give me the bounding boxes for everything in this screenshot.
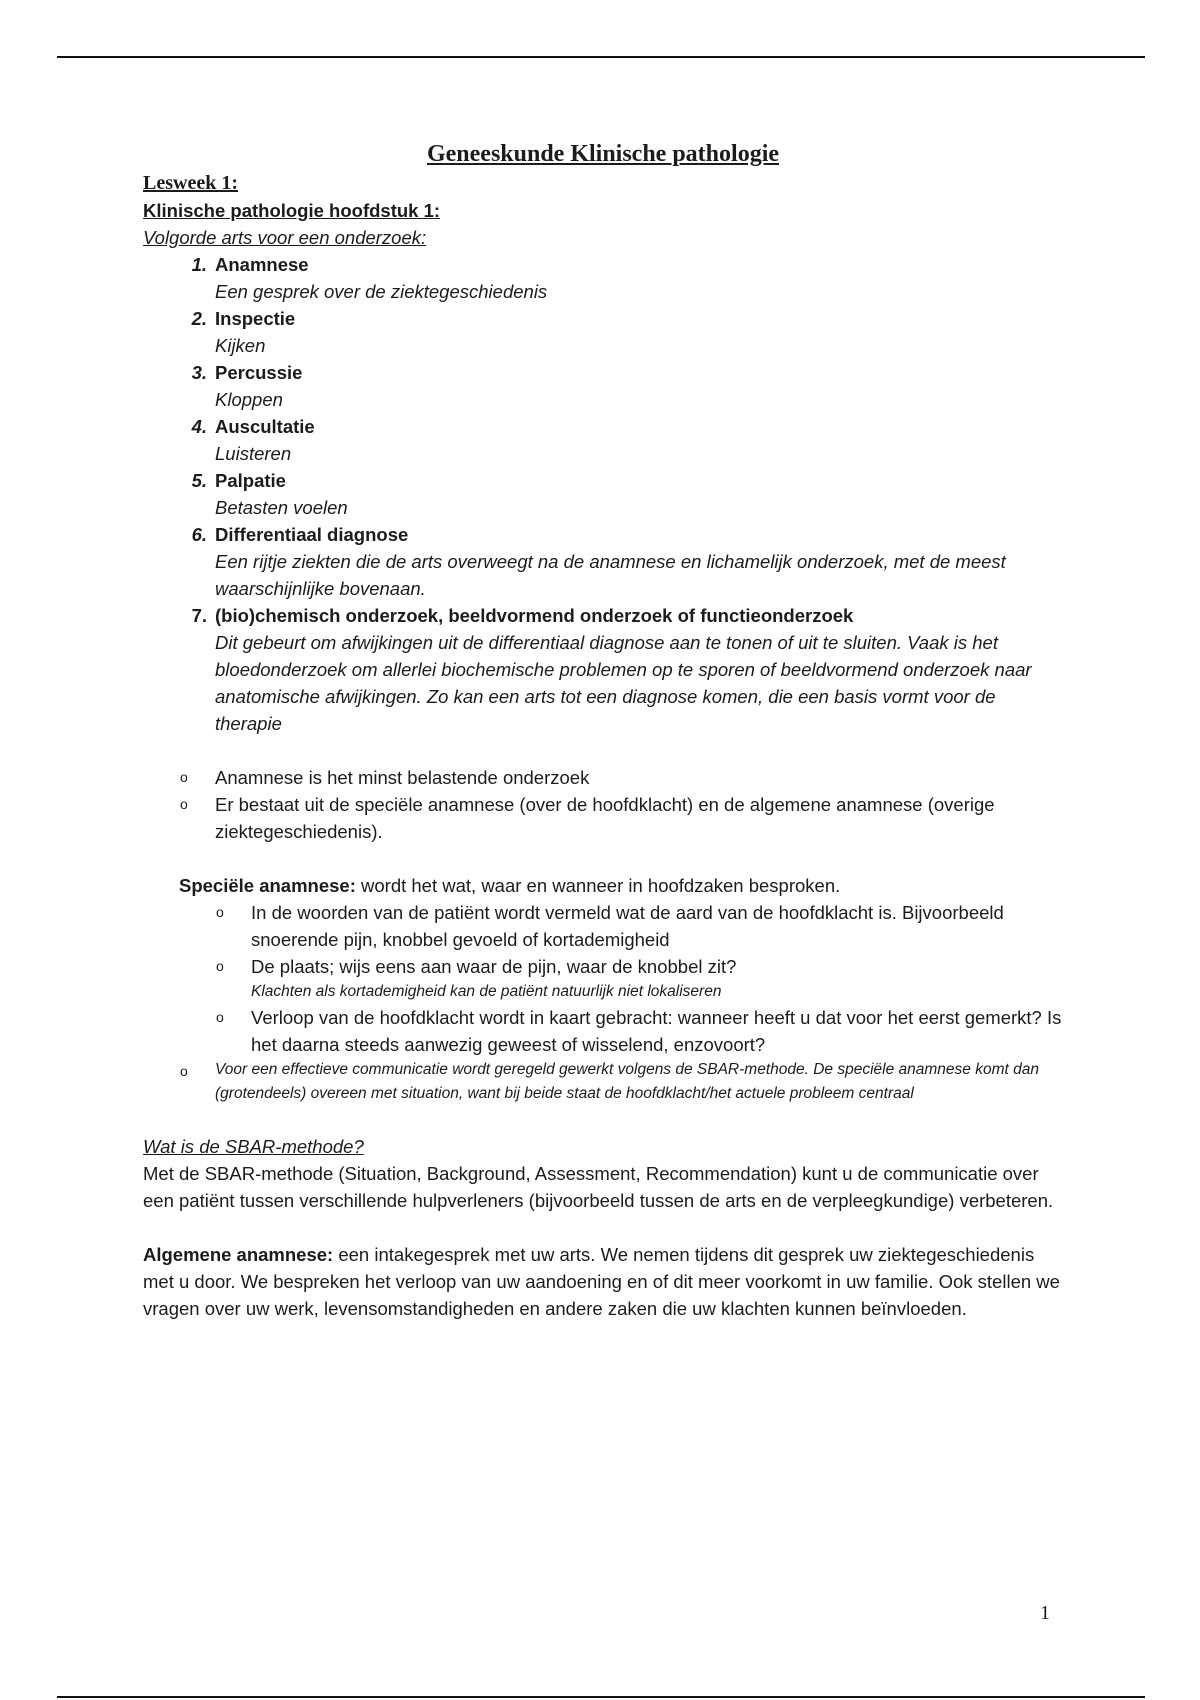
list-item [143,899,1063,953]
footer-rule [57,1696,1145,1698]
step-description: Een rijtje ziekten die de arts overweegt na de anamnese en lichamelijk onderzoek, met de meest waarschijnlijke bovenaan. [215,551,1006,599]
bullet-marker: o [180,1063,188,1079]
list-item [143,413,1063,467]
step-title: Anamnese [215,254,309,275]
algemene-anamnese-paragraph [143,1241,1063,1322]
list-number: 1. [191,254,207,275]
list-item [143,791,1063,845]
bullet-marker: o [216,1009,224,1025]
chapter-heading: Klinische pathologie hoofdstuk 1: [143,200,441,221]
bullet-text: Er bestaat uit de speciële anamnese (over de hoofdklacht) en de algemene anamnese (overige ziektegeschiedenis). [215,794,995,842]
algemene-text: een intakegesprek met uw arts. We nemen tijdens dit gesprek uw ziektegeschiedenis met u door. We bespreken het verloop van uw aandoening en of dit meer voorkomt in uw familie. Ook stellen we vragen over uw werk, levensomstandigheden en andere zaken die uw klachten kunnen beïnvloeden. [143,1244,1060,1319]
bullet-text: De plaats; wijs eens aan waar de pijn, waar de knobbel zit? [251,956,737,977]
list-item [143,359,1063,413]
list-number: 2. [191,308,207,329]
list-item [143,764,1063,791]
step-description: Een gesprek over de ziektegeschiedenis [215,281,548,302]
bullet-marker: o [216,958,224,974]
step-description: Betasten voelen [215,497,348,518]
bullet-marker: o [180,769,188,785]
bullet-marker: o [180,796,188,812]
list-item [143,467,1063,521]
bullet-text: Anamnese is het minst belastende onderzoek [215,767,590,788]
list-item [143,305,1063,359]
list-item [143,602,1063,737]
step-title: Auscultatie [215,416,315,437]
list-item [143,521,1063,602]
step-description: Kijken [215,335,266,356]
list-number: 6. [191,524,207,545]
step-title: Palpatie [215,470,286,491]
step-description: Luisteren [215,443,292,464]
step-description: Kloppen [215,389,283,410]
order-heading: Volgorde arts voor een onderzoek: [143,227,427,248]
week-heading: Lesweek 1: [143,172,238,194]
speciele-label: Speciële anamnese: [179,875,356,896]
list-number: 4. [191,416,207,437]
bullet-marker: o [216,904,224,920]
list-number: 3. [191,362,207,383]
step-title: Differentiaal diagnose [215,524,409,545]
sbar-paragraph: Met de SBAR-methode (Situation, Background, Assessment, Recommendation) kunt u de communicatie over een patiënt tussen verschillende hulpverleners (bijvoorbeeld tussen de arts en de verpleegkundige) verbeteren. [143,1163,1054,1211]
step-description: Dit gebeurt om afwijkingen uit de differentiaal diagnose aan te tonen of uit te sluiten. Vaak is het bloedonderzoek om allerlei biochemische problemen op te sporen of beeldvormend onderzoek naar anatomische afwijkingen. Zo kan een arts tot een diagnose komen, die een basis vormt voor de therapie [215,632,1032,734]
step-title: Inspectie [215,308,296,329]
document-title: Geneeskunde Klinische pathologie [426,141,780,167]
algemene-label: Algemene anamnese: [143,1244,334,1265]
speciele-anamnese-paragraph [143,872,1063,899]
bullet-note: Klachten als kortademigheid kan de patiënt natuurlijk niet lokaliseren [251,983,722,1000]
list-item [143,1058,1063,1106]
bullet-text: Verloop van de hoofdklacht wordt in kaart gebracht: wanneer heeft u dat voor het eerst gemerkt? Is het daarna steeds aanwezig geweest of wisselend, enzovoort? [251,1007,1062,1055]
list-item [143,1004,1063,1058]
speciele-text: wordt het wat, waar en wanneer in hoofdzaken besproken. [355,875,841,896]
sbar-note: Voor een effectieve communicatie wordt geregeld gewerkt volgens de SBAR-methode. De speciële anamnese komt dan (grotendeels) overeen met situation, want bij beide staat de hoofdklacht/het actuele probleem centraal [215,1061,1039,1102]
sbar-heading: Wat is de SBAR-methode? [143,1136,364,1157]
step-title: (bio)chemisch onderzoek, beeldvormend onderzoek of functieonderzoek [215,605,854,626]
page-number: 1 [1040,1602,1050,1624]
list-item [143,953,1063,1004]
list-item [143,251,1063,305]
bullet-text: In de woorden van de patiënt wordt vermeld wat de aard van de hoofdklacht is. Bijvoorbeeld snoerende pijn, knobbel gevoeld of kortademigheid [251,902,1004,950]
list-number: 5. [191,470,207,491]
list-number: 7. [191,605,207,626]
header-rule [57,56,1145,58]
step-title: Percussie [215,362,303,383]
steps-list [143,251,1063,737]
document-page [143,138,1063,1322]
